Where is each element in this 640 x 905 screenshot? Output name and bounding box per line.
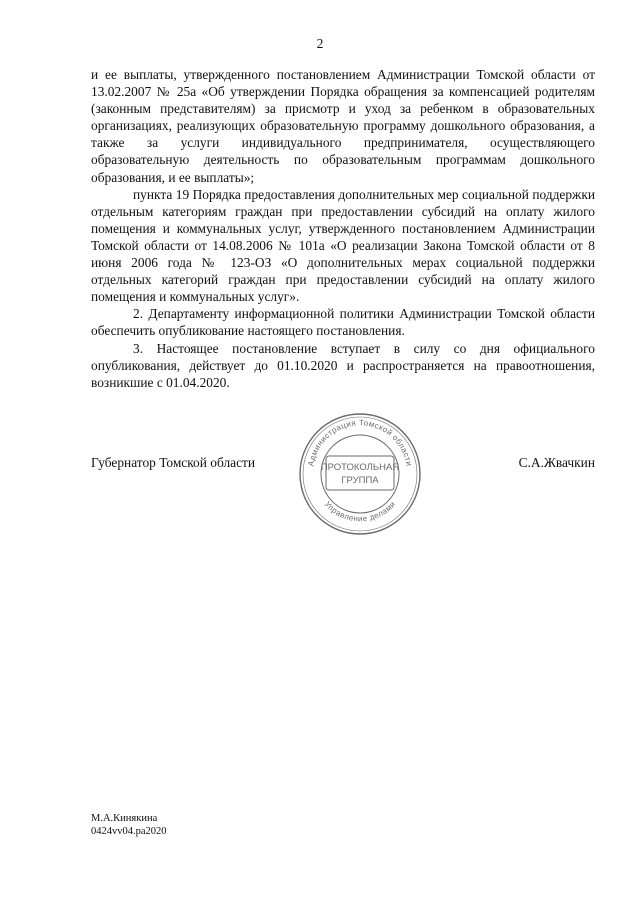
paragraph-item-2: 2. Департаменту информационной политики Администрации Томской области обеспечить опубликование настоящего постановления. (91, 306, 595, 339)
paragraph-item-3: 3. Настоящее постановление вступает в силу со дня официального опубликования, действует до 01.10.2020 и распространяется на правоотношения, возникшие с 01.04.2020. (91, 340, 595, 390)
stamp-center-line2: ГРУППА (341, 475, 379, 486)
paragraph-continuation: и ее выплаты, утвержденного постановлением Администрации Томской области от 13.02.2007 № 25а «Об утверждении Порядка обращения за компенсацией родителям (законным представителям) за присмотр и уход за ребенком в образовательных организациях, реализующих образовательную программу дошкольного образования, а также за услуги индивидуального предпринимателя, осуществляющего образовательную деятельность по образовательным программам дошкольного образования, и ее выплаты»; (91, 67, 595, 185)
stamp-seal-icon (296, 410, 424, 538)
official-stamp (296, 410, 424, 538)
document-body (91, 66, 595, 391)
signatory-title: Губернатор Томской области (91, 455, 256, 470)
page-number: 2 (316, 36, 324, 51)
stamp-center-line1: ПРОТОКОЛЬНАЯ (320, 462, 400, 473)
stamp-ring-text: Администрация Томской области (306, 418, 414, 467)
signatory-name: С.А.Жвачкин (518, 455, 595, 470)
footer-author: М.А.Кинякина (91, 813, 158, 824)
document-footer (91, 812, 167, 838)
svg-text:Администрация Томской области (306, 418, 413, 467)
paragraph-point-19: пункта 19 Порядка предоставления дополнительных мер социальной поддержки отдельным категориям граждан при предоставлении субсидий на оплату жилого помещения и коммунальных услуг, утвержденного постановлением Администрации Томской области от 14.08.2006 № 101а «О реализации Закона Томской области от 8 июня 2006 года № 123-ОЗ «О дополнительных мерах социальной поддержки отдельных категорий граждан при предоставлении субсидий на оплату жилого помещения и коммунальных услуг». (91, 186, 595, 305)
footer-doc-code: 0424vv04.pa2020 (91, 826, 167, 837)
stamp-ring-text-bottom: Управление делами (322, 499, 398, 524)
